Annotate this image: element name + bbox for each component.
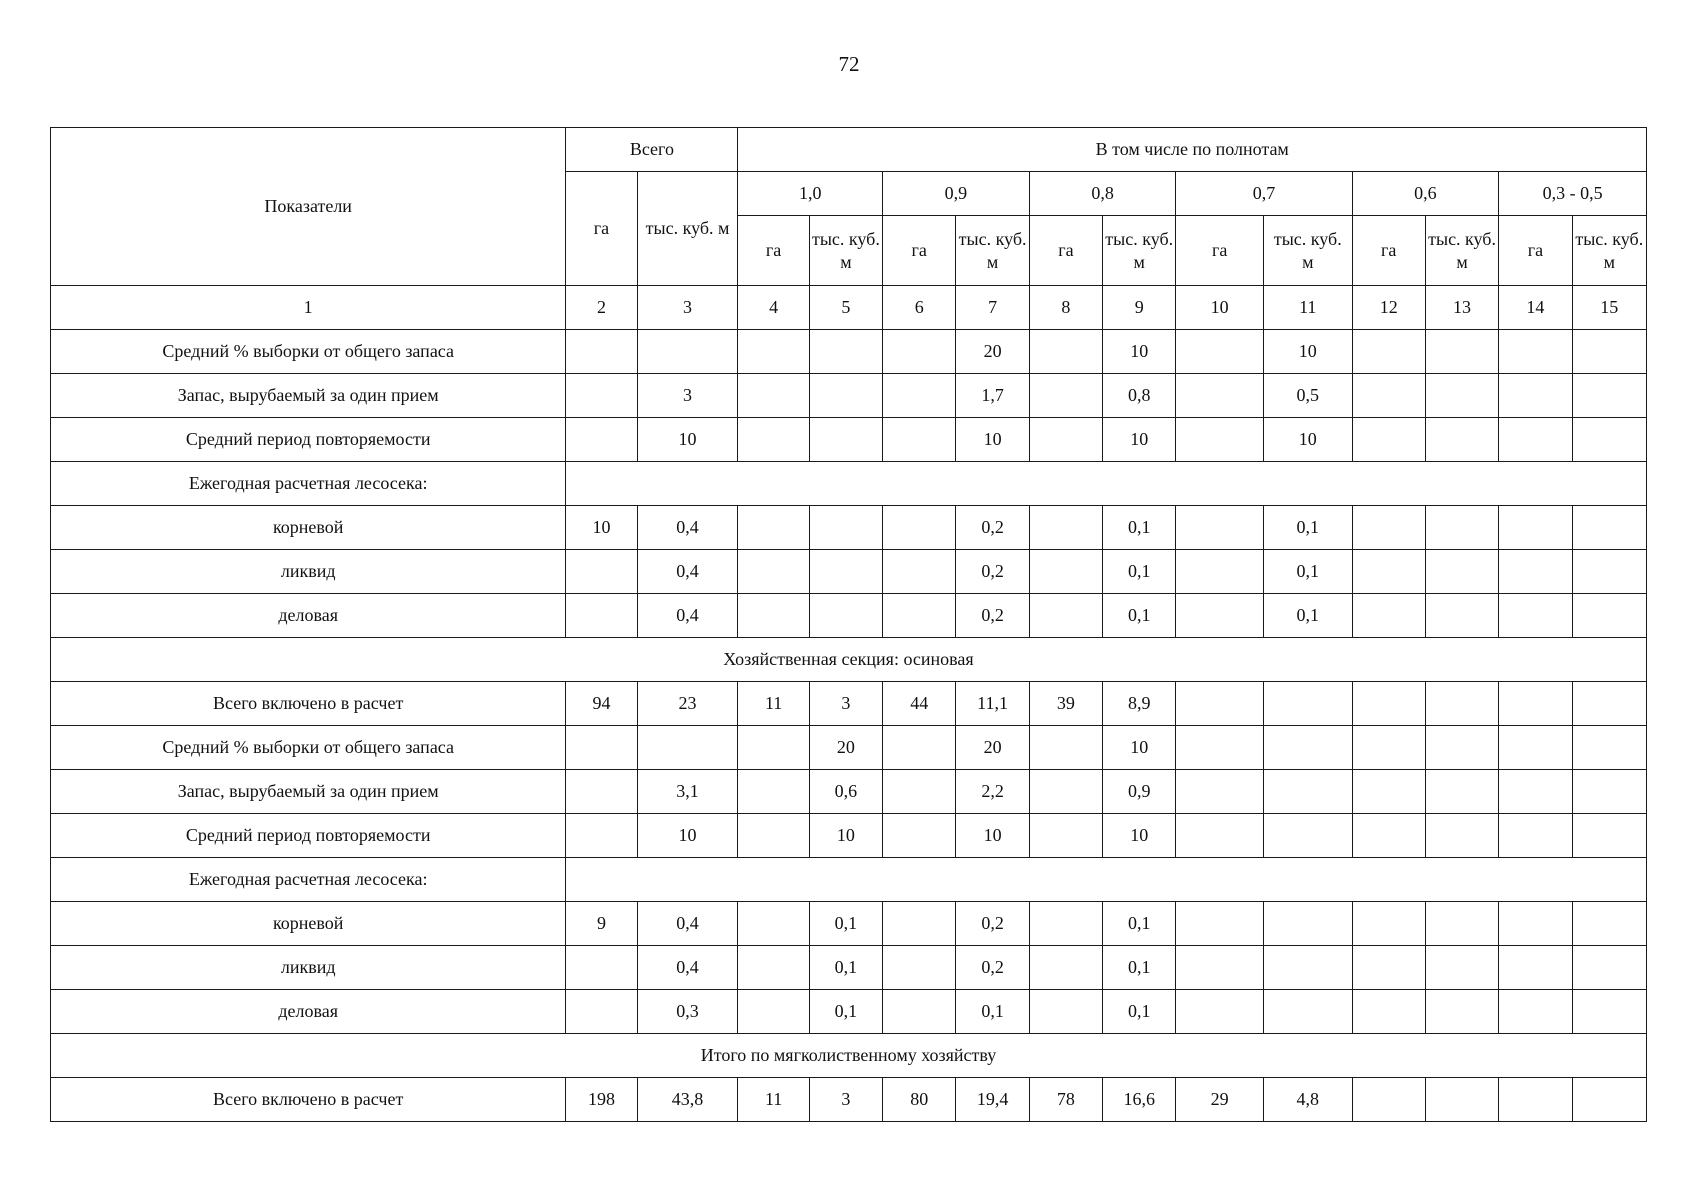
header-total-ha: га <box>566 172 637 286</box>
table-cell <box>1572 770 1646 814</box>
table-cell <box>1176 726 1264 770</box>
column-number: 8 <box>1029 286 1102 330</box>
table-cell: 10 <box>1103 418 1176 462</box>
table-cell: 0,6 <box>809 770 882 814</box>
row-label: ликвид <box>51 550 566 594</box>
subhead-empty-span <box>566 858 1647 902</box>
table-cell: 0,4 <box>637 506 738 550</box>
table-cell <box>1425 814 1498 858</box>
table-cell: 0,2 <box>956 594 1029 638</box>
header-unit-ha: га <box>738 216 809 286</box>
table-cell: 0,3 <box>637 990 738 1034</box>
table-cell <box>566 814 637 858</box>
table-cell <box>1176 550 1264 594</box>
table-cell: 0,1 <box>1263 594 1352 638</box>
row-label: Всего включено в расчет <box>51 1078 566 1122</box>
header-by-density: В том числе по полнотам <box>738 128 1647 172</box>
table-cell: 23 <box>637 682 738 726</box>
table-cell: 94 <box>566 682 637 726</box>
table-cell <box>883 902 956 946</box>
table-cell <box>1572 902 1646 946</box>
table-cell: 43,8 <box>637 1078 738 1122</box>
header-row-1 <box>51 128 1647 172</box>
table-cell <box>1176 330 1264 374</box>
column-number: 9 <box>1103 286 1176 330</box>
header-density-0-7: 0,7 <box>1176 172 1352 216</box>
table-cell: 20 <box>956 330 1029 374</box>
table-cell <box>738 330 809 374</box>
table-cell: 0,1 <box>1263 550 1352 594</box>
table-cell <box>1029 550 1102 594</box>
column-number: 13 <box>1425 286 1498 330</box>
table-cell <box>883 594 956 638</box>
table-cell: 3 <box>809 1078 882 1122</box>
table-cell: 10 <box>637 418 738 462</box>
table-cell <box>1499 1078 1572 1122</box>
table-cell <box>883 374 956 418</box>
table-cell <box>883 418 956 462</box>
table-cell <box>1425 330 1498 374</box>
table-cell <box>1352 506 1425 550</box>
table-cell <box>1425 506 1498 550</box>
table-cell <box>1263 814 1352 858</box>
table-cell <box>883 770 956 814</box>
table-cell <box>1499 550 1572 594</box>
page-number: 72 <box>838 52 860 76</box>
table-cell: 11 <box>738 682 809 726</box>
table-cell <box>1572 814 1646 858</box>
table-row <box>51 946 1647 990</box>
table-cell: 0,2 <box>956 946 1029 990</box>
column-number: 6 <box>883 286 956 330</box>
row-label: Запас, вырубаемый за один прием <box>51 374 566 418</box>
table-row <box>51 506 1647 550</box>
header-total: Всего <box>566 128 738 172</box>
table-cell <box>1352 594 1425 638</box>
table-cell <box>1352 902 1425 946</box>
table-cell <box>1499 990 1572 1034</box>
table-cell <box>1425 946 1498 990</box>
table-row <box>51 418 1647 462</box>
section-row <box>51 638 1647 682</box>
table-cell <box>1263 770 1352 814</box>
table-cell <box>1176 418 1264 462</box>
table-cell <box>566 330 637 374</box>
table-cell: 44 <box>883 682 956 726</box>
table-cell <box>809 374 882 418</box>
table-cell <box>1425 1078 1498 1122</box>
header-unit-ha: га <box>883 216 956 286</box>
column-number: 5 <box>809 286 882 330</box>
table-cell: 0,1 <box>809 946 882 990</box>
table-cell <box>1029 902 1102 946</box>
table-row <box>51 770 1647 814</box>
table-cell <box>738 990 809 1034</box>
row-label: корневой <box>51 506 566 550</box>
table-cell <box>1499 374 1572 418</box>
table-cell <box>1425 550 1498 594</box>
table-cell: 16,6 <box>1103 1078 1176 1122</box>
row-label: Всего включено в расчет <box>51 682 566 726</box>
row-label: Средний % выборки от общего запаса <box>51 330 566 374</box>
table-cell <box>1176 594 1264 638</box>
column-number: 4 <box>738 286 809 330</box>
table-cell <box>1352 726 1425 770</box>
table-cell: 0,1 <box>1103 550 1176 594</box>
header-indicators: Показатели <box>51 128 566 286</box>
table-cell: 29 <box>1176 1078 1264 1122</box>
table-cell <box>738 594 809 638</box>
table-cell <box>1499 682 1572 726</box>
row-label: деловая <box>51 594 566 638</box>
table-cell: 0,1 <box>809 990 882 1034</box>
table-cell <box>1572 946 1646 990</box>
subhead-row <box>51 462 1647 506</box>
table-row <box>51 374 1647 418</box>
table-cell <box>1572 374 1646 418</box>
section-title: Итого по мягколиственному хозяйству <box>51 1034 1647 1078</box>
table-cell <box>637 330 738 374</box>
column-number: 3 <box>637 286 738 330</box>
table-cell: 20 <box>809 726 882 770</box>
table-cell <box>1352 330 1425 374</box>
table-cell <box>1176 506 1264 550</box>
table-cell <box>1572 506 1646 550</box>
table-row <box>51 726 1647 770</box>
header-unit-ha: га <box>1176 216 1264 286</box>
header-unit-ha: га <box>1029 216 1102 286</box>
table-cell <box>1352 990 1425 1034</box>
table-cell <box>883 330 956 374</box>
table-cell <box>1263 946 1352 990</box>
table-cell <box>1352 770 1425 814</box>
table-cell <box>1499 814 1572 858</box>
table-cell <box>566 946 637 990</box>
row-label: Средний период повторяемости <box>51 418 566 462</box>
row-label: Ежегодная расчетная лесосека: <box>51 462 566 506</box>
table-cell: 0,4 <box>637 594 738 638</box>
column-number: 10 <box>1176 286 1264 330</box>
forest-data-table <box>50 127 1647 1122</box>
table-cell: 0,4 <box>637 946 738 990</box>
table-cell <box>1029 418 1102 462</box>
table-cell <box>1176 946 1264 990</box>
table-cell <box>1499 770 1572 814</box>
table-cell: 10 <box>956 418 1029 462</box>
table-cell <box>1425 902 1498 946</box>
table-row <box>51 682 1647 726</box>
column-number-row <box>51 286 1647 330</box>
table-cell <box>1352 374 1425 418</box>
table-cell <box>1029 374 1102 418</box>
table-cell <box>1029 946 1102 990</box>
table-cell <box>883 990 956 1034</box>
table-cell: 10 <box>566 506 637 550</box>
table-cell <box>566 770 637 814</box>
table-cell: 8,9 <box>1103 682 1176 726</box>
row-label: ликвид <box>51 946 566 990</box>
header-unit-volume: тыс. куб. м <box>1425 216 1498 286</box>
column-number: 2 <box>566 286 637 330</box>
table-cell <box>1499 330 1572 374</box>
table-cell <box>1425 418 1498 462</box>
table-cell <box>738 550 809 594</box>
table-cell <box>1499 946 1572 990</box>
table-cell <box>1176 902 1264 946</box>
table-cell <box>1352 946 1425 990</box>
table-cell: 80 <box>883 1078 956 1122</box>
table-cell: 0,1 <box>1263 506 1352 550</box>
column-number: 14 <box>1499 286 1572 330</box>
table-cell: 78 <box>1029 1078 1102 1122</box>
row-label: деловая <box>51 990 566 1034</box>
table-cell <box>1425 726 1498 770</box>
table-cell: 0,9 <box>1103 770 1176 814</box>
table-cell <box>1499 726 1572 770</box>
table-cell <box>1029 990 1102 1034</box>
table-cell <box>1425 990 1498 1034</box>
table-cell <box>1499 594 1572 638</box>
table-cell <box>809 594 882 638</box>
section-title: Хозяйственная секция: осиновая <box>51 638 1647 682</box>
table-cell: 11 <box>738 1078 809 1122</box>
header-unit-volume: тыс. куб. м <box>809 216 882 286</box>
table-row <box>51 330 1647 374</box>
column-number: 7 <box>956 286 1029 330</box>
row-label: Ежегодная расчетная лесосека: <box>51 858 566 902</box>
table-cell: 4,8 <box>1263 1078 1352 1122</box>
table-cell: 0,1 <box>1103 506 1176 550</box>
table-cell <box>1029 506 1102 550</box>
header-unit-volume: тыс. куб. м <box>1103 216 1176 286</box>
table-cell <box>1572 594 1646 638</box>
table-cell <box>883 726 956 770</box>
table-cell <box>1425 374 1498 418</box>
table-cell <box>1029 330 1102 374</box>
table-cell <box>1352 550 1425 594</box>
table-row <box>51 902 1647 946</box>
header-unit-volume: тыс. куб. м <box>956 216 1029 286</box>
subhead-empty-span <box>566 462 1647 506</box>
table-cell: 0,4 <box>637 550 738 594</box>
table-cell <box>1352 682 1425 726</box>
table-cell <box>1029 770 1102 814</box>
table-cell <box>1499 418 1572 462</box>
table-row <box>51 990 1647 1034</box>
table-cell <box>1263 682 1352 726</box>
section-row <box>51 1034 1647 1078</box>
table-cell <box>1176 374 1264 418</box>
table-cell: 1,7 <box>956 374 1029 418</box>
table-cell: 19,4 <box>956 1078 1029 1122</box>
table-cell <box>566 990 637 1034</box>
table-cell: 10 <box>956 814 1029 858</box>
table-cell: 39 <box>1029 682 1102 726</box>
table-cell: 10 <box>809 814 882 858</box>
table-cell: 0,1 <box>1103 902 1176 946</box>
table-cell: 20 <box>956 726 1029 770</box>
table-cell <box>809 418 882 462</box>
table-cell <box>1352 814 1425 858</box>
table-cell <box>1572 1078 1646 1122</box>
table-cell: 0,1 <box>809 902 882 946</box>
header-unit-volume: тыс. куб. м <box>1572 216 1646 286</box>
table-cell <box>1425 682 1498 726</box>
table-cell <box>1352 418 1425 462</box>
table-cell: 0,1 <box>1103 990 1176 1034</box>
table-cell <box>738 726 809 770</box>
header-unit-volume: тыс. куб. м <box>1263 216 1352 286</box>
table-cell: 0,5 <box>1263 374 1352 418</box>
column-number: 12 <box>1352 286 1425 330</box>
table-cell <box>738 418 809 462</box>
table-cell <box>1572 990 1646 1034</box>
table-cell: 3,1 <box>637 770 738 814</box>
column-number: 1 <box>51 286 566 330</box>
table-cell: 10 <box>1103 330 1176 374</box>
table-row <box>51 1078 1647 1122</box>
table-cell <box>1572 418 1646 462</box>
table-cell: 10 <box>1103 814 1176 858</box>
column-number: 11 <box>1263 286 1352 330</box>
table-cell <box>566 374 637 418</box>
header-unit-ha: га <box>1352 216 1425 286</box>
header-unit-ha: га <box>1499 216 1572 286</box>
column-number: 15 <box>1572 286 1646 330</box>
table-cell: 3 <box>637 374 738 418</box>
header-density-0-8: 0,8 <box>1029 172 1176 216</box>
table-cell: 10 <box>637 814 738 858</box>
table-cell <box>738 506 809 550</box>
table-cell: 0,2 <box>956 902 1029 946</box>
header-density-1-0: 1,0 <box>738 172 883 216</box>
table-cell <box>738 946 809 990</box>
table-cell <box>809 550 882 594</box>
table-cell: 11,1 <box>956 682 1029 726</box>
table-cell <box>1176 990 1264 1034</box>
table-cell <box>1572 726 1646 770</box>
table-cell <box>566 594 637 638</box>
table-cell <box>883 946 956 990</box>
table-cell <box>883 814 956 858</box>
table-cell: 0,1 <box>956 990 1029 1034</box>
table-cell: 0,2 <box>956 506 1029 550</box>
table-cell <box>883 550 956 594</box>
table-cell: 198 <box>566 1078 637 1122</box>
table-cell: 10 <box>1263 330 1352 374</box>
table-cell: 2,2 <box>956 770 1029 814</box>
row-label: Запас, вырубаемый за один прием <box>51 770 566 814</box>
table-cell: 10 <box>1103 726 1176 770</box>
table-cell: 9 <box>566 902 637 946</box>
table-cell <box>809 506 882 550</box>
table-cell <box>883 506 956 550</box>
subhead-row <box>51 858 1647 902</box>
row-label: корневой <box>51 902 566 946</box>
header-density-0-3-0-5: 0,3 - 0,5 <box>1499 172 1647 216</box>
table-cell: 10 <box>1263 418 1352 462</box>
table-cell <box>1572 330 1646 374</box>
table-row <box>51 814 1647 858</box>
table-cell: 0,4 <box>637 902 738 946</box>
table-cell <box>1572 682 1646 726</box>
table-cell <box>738 770 809 814</box>
table-cell: 0,8 <box>1103 374 1176 418</box>
table-cell <box>738 374 809 418</box>
table-cell <box>566 418 637 462</box>
table-cell <box>738 902 809 946</box>
table-cell <box>1263 902 1352 946</box>
header-density-0-9: 0,9 <box>883 172 1030 216</box>
table-cell <box>1029 814 1102 858</box>
table-row <box>51 550 1647 594</box>
table-cell <box>566 726 637 770</box>
table-cell: 0,2 <box>956 550 1029 594</box>
table-cell <box>738 814 809 858</box>
header-density-0-6: 0,6 <box>1352 172 1499 216</box>
table-cell <box>1176 814 1264 858</box>
table-cell <box>1499 506 1572 550</box>
row-label: Средний % выборки от общего запаса <box>51 726 566 770</box>
table-cell: 0,1 <box>1103 946 1176 990</box>
table-row <box>51 594 1647 638</box>
header-total-volume: тыс. куб. м <box>637 172 738 286</box>
table-cell <box>1029 726 1102 770</box>
table-cell <box>1425 594 1498 638</box>
table-cell <box>1425 770 1498 814</box>
table-cell <box>1263 990 1352 1034</box>
table-cell <box>1499 902 1572 946</box>
table-cell: 3 <box>809 682 882 726</box>
table-cell <box>1263 726 1352 770</box>
table-cell <box>809 330 882 374</box>
table-cell: 0,1 <box>1103 594 1176 638</box>
table-cell <box>1176 770 1264 814</box>
table-cell <box>566 550 637 594</box>
table-cell <box>1176 682 1264 726</box>
table-cell <box>637 726 738 770</box>
table-cell <box>1352 1078 1425 1122</box>
row-label: Средний период повторяемости <box>51 814 566 858</box>
table-cell <box>1572 550 1646 594</box>
table-cell <box>1029 594 1102 638</box>
table-body <box>51 330 1647 1122</box>
